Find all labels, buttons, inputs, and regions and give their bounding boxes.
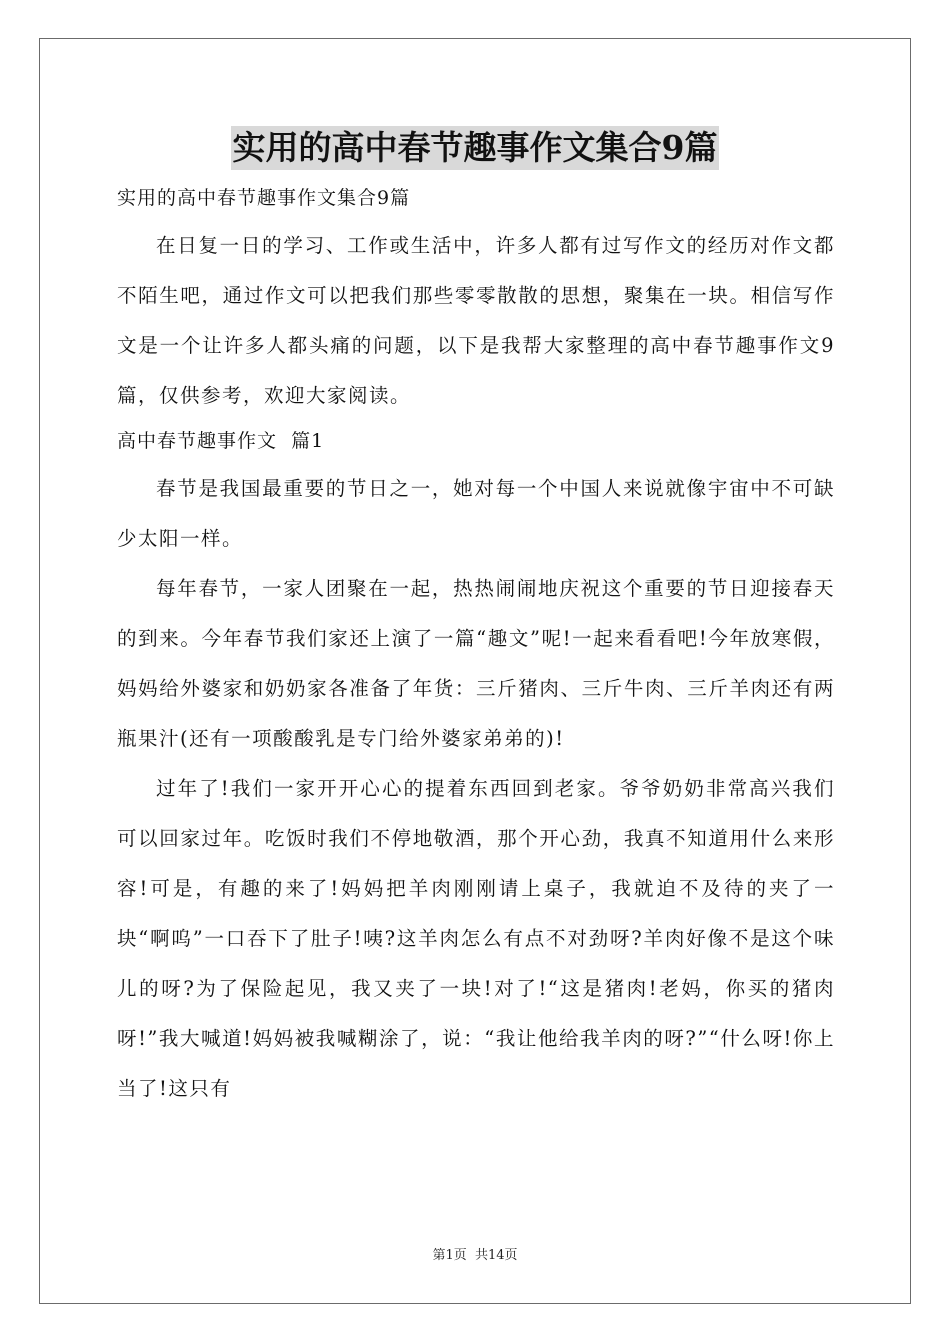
- section-heading: 高中春节趣事作文 篇1: [117, 430, 325, 452]
- intro-paragraph: 在日复一日的学习、工作或生活中，许多人都有过写作文的经历对作文都不陌生吧，通过作文可以把我们那些零零散散的思想，聚集在一块。相信写作文是一个让许多人都头痛的问题，以下是我帮大家整理的高中春节趣事作文9篇，仅供参考，欢迎大家阅读。: [117, 234, 835, 407]
- document-title: 实用的高中春节趣事作文集合9篇: [231, 126, 720, 170]
- document-body: [117, 178, 835, 1114]
- body-paragraph-3: 过年了!我们一家开开心心的提着东西回到老家。爷爷奶奶非常高兴我们可以回家过年。吃饭时我们不停地敬酒，那个开心劲，我真不知道用什么来形容!可是，有趣的来了!妈妈把羊肉刚刚请上桌子，我就迫不及待的夹了一块“啊呜”一口吞下了肚子!咦?这羊肉怎么有点不对劲呀?羊肉好像不是这个味儿的呀?为了保险起见，我又夹了一块!对了!“这是猪肉!老妈，你买的猪肉呀!”我大喊道!妈妈被我喊糊涂了，说：“我让他给我羊肉的呀?”“什么呀!你上当了!这只有: [117, 777, 835, 1100]
- page-number: 第1页: [432, 1248, 467, 1263]
- body-paragraph-1: 春节是我国最重要的节日之一，她对每一个中国人来说就像宇宙中不可缺少太阳一样。: [117, 477, 835, 550]
- document-subtitle: 实用的高中春节趣事作文集合9篇: [117, 187, 411, 209]
- title-container: [0, 126, 950, 170]
- body-paragraph-2: 每年春节，一家人团聚在一起，热热闹闹地庆祝这个重要的节日迎接春天的到来。今年春节我们家还上演了一篇“趣文”呢!一起来看看吧!今年放寒假，妈妈给外婆家和奶奶家各准备了年货：三斤猪肉、三斤牛肉、三斤羊肉还有两瓶果汁(还有一项酸酸乳是专门给外婆家弟弟的)!: [117, 577, 835, 750]
- page-footer: [0, 1244, 950, 1263]
- total-pages: 共14页: [474, 1248, 518, 1263]
